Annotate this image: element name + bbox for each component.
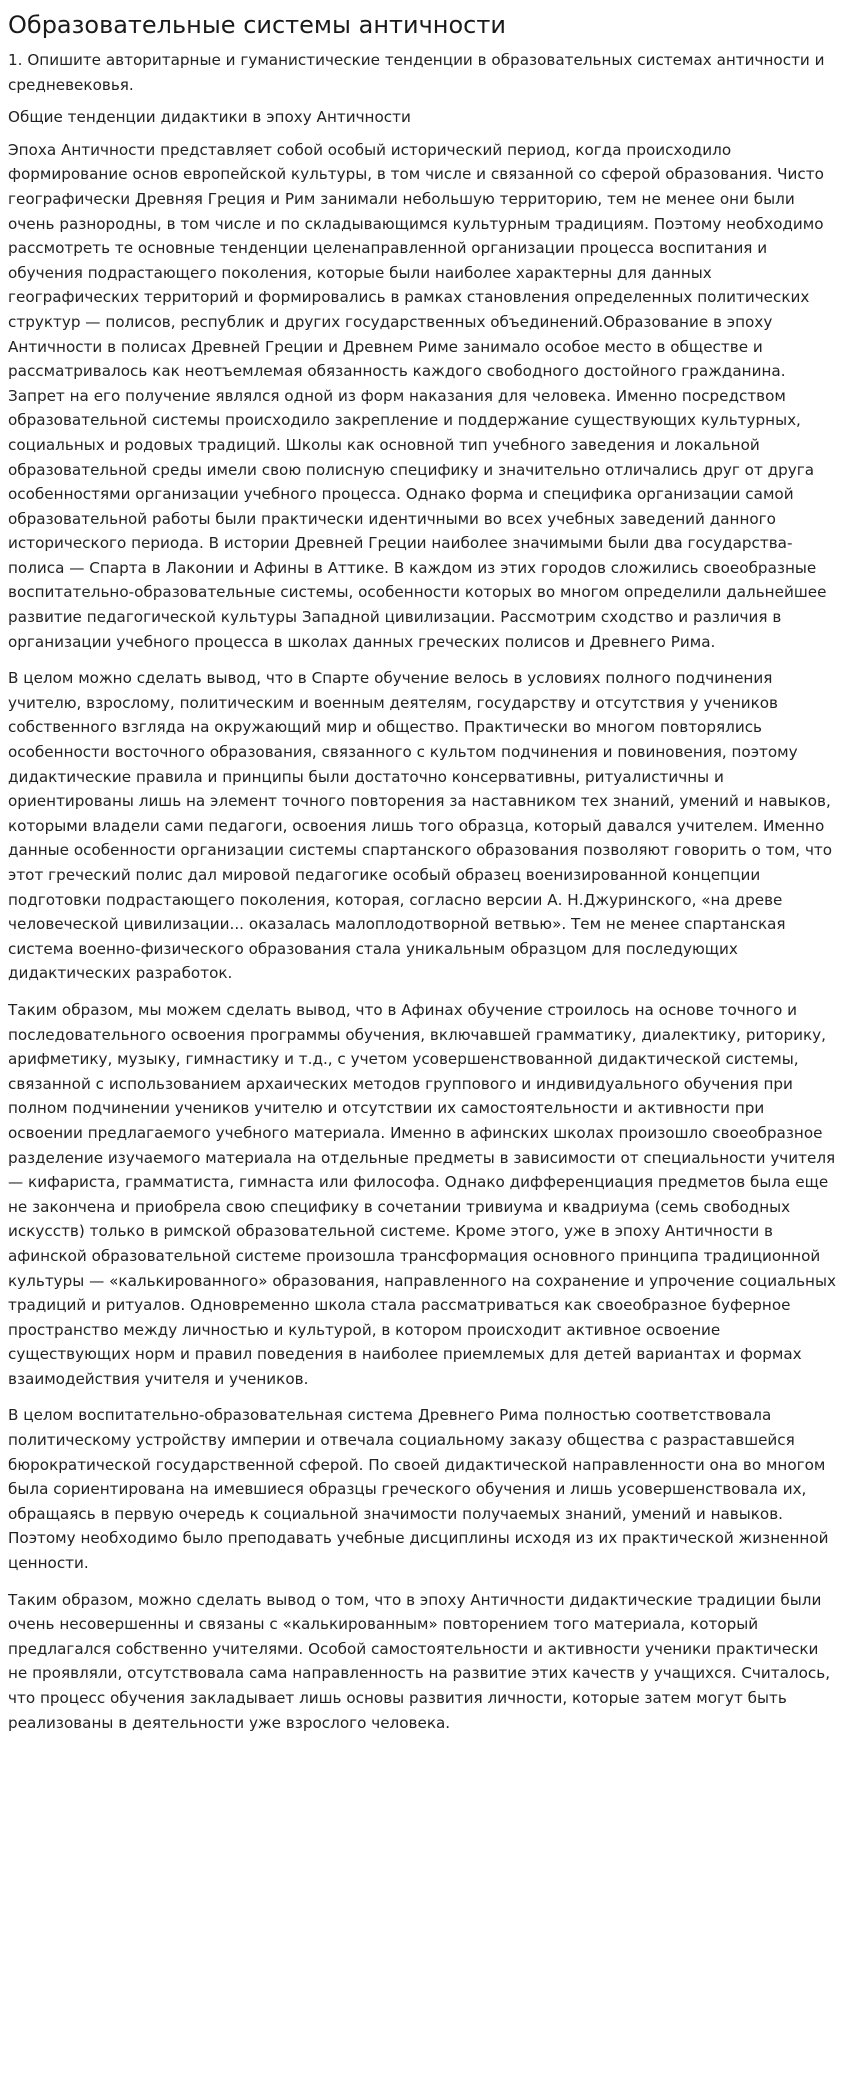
paragraph-rome: В целом воспитательно-образовательная система Древнего Рима полностью соответствовала политическому устройству империи и отвечала социальному заказу общества с разраставшейся бюрократической государственной сферой. По своей дидактической направленности она во многом была сориентирована на имевшиеся образцы греческого обучения и лишь усовершенствовала их, обращаясь в первую очередь к социальной значимости получаемых знаний, умений и навыков. Поэтому необходимо было преподавать учебные дисциплины исходя из их практической жизненной ценности. (8, 1406, 829, 1573)
paragraph-athens: Таким образом, мы можем сделать вывод, что в Афинах обучение строилось на основе точного и последовательного освоения программы обучения, включавшей грамматику, диалектику, риторику, арифметику, музыку, гимнастику и т.д., с учетом усовершенствованной дидактической системы, связанной с использованием архаических методов группового и индивидуального обучения при полном подчинении учеников учителю и отсутствии их самостоятельности и активности при освоении предлагаемого учебного материала. Именно в афинских школах произошло своеобразное разделение изучаемого материала на отдельные предметы в зависимости от специальности учителя — кифариста, грамматиста, гимнаста или философа. Однако дифференциация предметов была еще не закончена и приобрела свою специфику в сочетании тривиума и квадриума (семь свободных искусств) только в римской образовательной системе. Кроме этого, уже в эпоху Античности в афинской образовательной системе произошла трансформация основного принципа традиционной культуры — «калькированного» образования, направленного на сохранение и упрочение социальных традиций и ритуалов. Одновременно школа стала рассматриваться как своеобразное буферное пространство между личностью и культурой, в котором происходит активное освоение существующих норм и правил поведения в наиболее приемлемых для детей вариантах и формах взаимодействия учителя и учеников. (8, 1000, 836, 1388)
page-title: Образовательные системы античности (8, 11, 506, 39)
paragraph-sparta: В целом можно сделать вывод, что в Спарте обучение велось в условиях полного подчинения учителю, взрослому, политическим и военным деятелям, государству и отсутствия у учеников собственного взгляда на окружающий мир и общество. Практически во многом повторялись особенности восточного образования, связанного с культом подчинения и повиновения, поэтому дидактические правила и принципы были достаточно консервативны, ритуалистичны и ориентированы лишь на элемент точного повторения за наставником тех знаний, умений и навыков, которыми владели сами педагоги, освоения лишь того образца, который давался учителем. Именно данные особенности организации системы спартанского образования позволяют говорить о том, что этот греческий полис дал мировой педагогике особый образец военизированной концепции подготовки подрастающего поколения, которая, согласно версии А. Н.Джуринского, «на древе человеческой цивилизации... оказалась малоплодотворной ветвью». Тем не менее спартанская система военно-физического образования стала уникальным образцом для последующих дидактических разработок. (8, 669, 833, 983)
paragraph-intro: Эпоха Античности представляет собой особый исторический период, когда происходило формирование основ европейской культуры, в том числе и связанной со сферой образования. Чисто географически Древняя Греция и Рим занимали небольшую территорию, тем не менее они были очень разнородны, в том числе и по складывающимся культурным традициям. Поэтому необходимо рассмотреть те основные тенденции целенаправленной организации процесса воспитания и обучения подрастающего поколения, которые были наиболее характерны для данных географических территорий и формировались в рамках становления определенных политических структур — полисов, республик и других государственных объединений.Образование в эпоху Античности в полисах Древней Греции и Древнем Риме занимало особое место в обществе и рассматривалось как неотъемлемая обязанность каждого свободного достойного гражданина. Запрет на его получение являлся одной из форм наказания для человека. Именно посредством образовательной системы происходило закрепление и поддержание существующих культурных, социальных и родовых традиций. Школы как основной тип учебного заведения и локальной образовательной среды имели свою полисную специфику и значительно отличались друг от друга особенностями организации учебного процесса. Однако форма и специфика организации самой образовательной работы были практически идентичными во всех учебных заведений данного исторического периода. В истории Древней Греции наиболее значимыми были два государства-полиса — Спарта в Лаконии и Афины в Аттике. В каждом из этих городов сложились своеобразные воспитательно-образовательные системы, особенности которых во многом определили дальнейшее развитие педагогической культуры Западной цивилизации. Рассмотрим сходство и различия в организации учебного процесса в школах данных греческих полисов и Древнего Рима. (8, 140, 827, 651)
section-subheading: Общие тенденции дидактики в эпоху Античности (8, 108, 411, 127)
question-text: 1. Опишите авторитарные и гуманистические тенденции в образовательных системах античности и средневековья. (8, 51, 825, 94)
paragraph-conclusion: Таким образом, можно сделать вывод о том, что в эпоху Античности дидактические традиции были очень несовершенны и связаны с «калькированным» повторением того материала, который предлагался собственно учителями. Особой самостоятельности и активности ученики практически не проявляли, отсутствовала сама направленность на развитие этих качеств у учащихся. Считалось, что процесс обучения закладывает лишь основы развития личности, которые затем могут быть реализованы в деятельности уже взрослого человека. (8, 1590, 831, 1732)
